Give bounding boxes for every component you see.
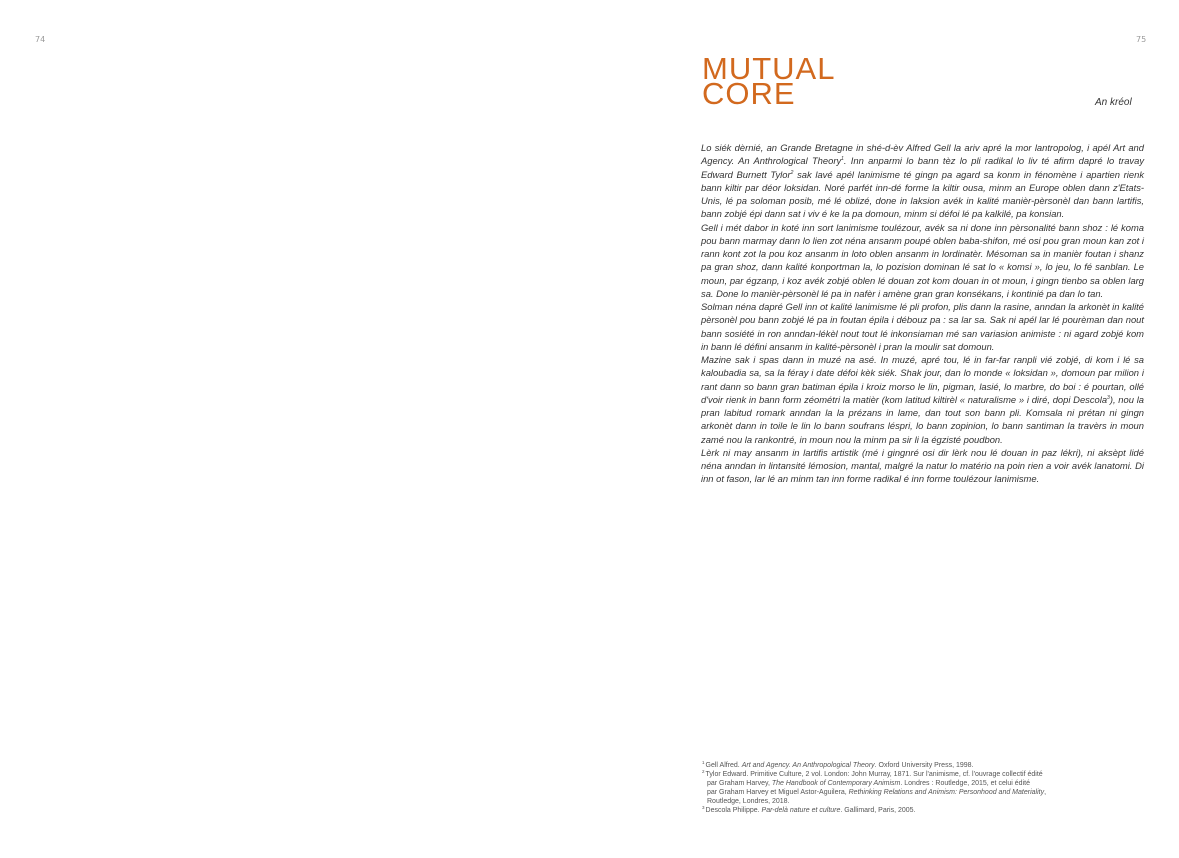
footnote-2-line-3 xyxy=(702,788,1122,797)
paragraph-4-text-b: ), nou la pran labitud romark anndan la la prézans in lame, dan tout son bann pli. Komsala ni prétan ni gingn arkonèt dann in toile le lin lo bann soufrans léspri, lo bann zopinion, lo bann santiman la travèrs in moun zamé nou la rankontré, in moun nou la minm pa sir li la égzisté poudbon. xyxy=(701,393,1145,445)
footnote-2-line-3-pre: par Graham Harvey et Miguel Astor-Aguilera, xyxy=(707,789,849,796)
footnote-2-line-1: Tylor Edward. Primitive Culture, 2 vol. London: John Murray, 1871. Sur l'animisme, cf. l'ouvrage collectif édité xyxy=(705,771,1043,778)
paragraph-1-text-b: . Inn anparmi lo bann tèz lo pli radikal lo liv té afirm dapré lo travay Edward Burnett Tylor xyxy=(701,155,1145,180)
footnote-1 xyxy=(702,761,1122,770)
title-line-2: CORE xyxy=(702,76,796,111)
footnote-2-number: 2 xyxy=(702,768,705,774)
footnote-2-line-2-rest: . Londres : Routledge, 2015, et celui édité xyxy=(900,780,1030,787)
paragraph-1-text-a: Lo siék dèrnié, an Grande Bretagne in shé-d-èv Alfred Gell la ariv apré la mor lantropolog, i apél Art and Agency. An Anthrological Theory xyxy=(701,142,1144,167)
footnote-2-line-2 xyxy=(702,779,1122,788)
footnote-3-author: Descola Philippe. xyxy=(705,807,762,814)
footnote-2-line-3-rest: , xyxy=(1044,789,1047,796)
footnote-2-line-2-pre: par Graham Harvey, xyxy=(707,780,772,787)
footnotes xyxy=(702,761,1122,815)
footnote-3 xyxy=(702,806,1122,815)
page-number-right: 75 xyxy=(1136,35,1147,44)
paragraph-3: Solman néna dapré Gell inn ot kalité lanimisme lé pli profon, plis dann la rasine, anndan la arkonèt in kalité pèrsonèl pou bann zobjé lé pa in foutan épila i débouz pa : sa lar sa. Sak ni apél lar lé pourèman dan nout bann sosiété in ron anndan-lékèl nout tout lé inkonsiaman mé san variasion animiste : ni agard zobjé kom in bann lé défini ansanm in kalité-pèrsonèl i pran la moulir sat domoun. xyxy=(701,301,1144,352)
footnote-1-number: 1 xyxy=(702,759,705,765)
paragraph-1-text-c: sak lavé apél lanimisme té gingn pa agard sa konm in fénomène i apartien rienk bann kiltir par déor loksidan. Noré parfét inn-dé forme la kiltir ousa, minm an Europe oblen dann z'Etats-Unis, lé pa soloman posib, mé lé oblizé, done in laksion avék in kalité manièr-pèrsonèl dan bann lartifis, bann zobjé épi dann sat i viv é ke la pa domoun, minm si défoi lé pa kalkilé, pa konsian. xyxy=(701,168,1145,220)
footnote-3-title: Par-delà nature et culture xyxy=(761,807,841,814)
footnote-3-number: 3 xyxy=(702,804,705,810)
paragraph-5: Lèrk ni may ansanm in lartifis artistik (mé i gingnré osi dir lèrk nou lé douan in paz lékri), ni aksèpt lidé néna anndan in lintansité lémosion, mantal, malgré la natur lo matério na poin rien a voir avék lanatomi. Di inn ot fason, lar lé an minm tan inn forme radikal é inn forme toulézour lanimisme. xyxy=(701,446,1144,485)
paragraph-2: Gell i mét dabor in koté inn sort lanimisme toulézour, avék sa ni done inn pèrsonalité bann shoz : lé koma pou bann marmay dann lo lien zot néna ansanm poupé oblen baba-shifon, mé osi pou gran moun kan zot i rann kont zot la pou koz ansanm in loto oblen ansanm in lordinatèr. Mésoman sa in manièr foutan i shanz pa gran shoz, dann kalité konportman la, lo pozision dominan lé sat lo « komsi », lo jeu, lo fé sanblan. Le moun, par égzanp, i koz avék zobjé oblen lé douan zot kom douan in ot moun, i gingn tienbo sa oblen larg sa. Done lo manièr-pèrsonèl lé pa in nafèr i amène gran gran konsékans, i kontinié pa dan lo tan. xyxy=(701,221,1144,299)
right-page xyxy=(590,0,1179,858)
language-label: An kréol xyxy=(1095,97,1132,108)
article-title xyxy=(702,51,836,111)
paragraph-4-text-a: Mazine sak i spas dann in muzé na asé. In muzé, apré tou, lé in far-far ranpli vié zobjé, di kom i lé sa kaloubadia sa, sa la féray i date défoi kèk siék. Shak jour, dan lo monde « loksidan », domoun par milion i rant dann so bann gran batiman épila i kroiz morso le lin, pigman, lasié, lo marbre, do boi : é pourtan, ollé d'voir rienk in bann form zéométri la matièr (kom latitud kiltirèl « naturalisme » i diré, dopi Descola xyxy=(701,354,1144,405)
footnote-ref-1: 1 xyxy=(841,156,844,163)
page-number-left: 74 xyxy=(35,35,46,44)
footnote-2-line-3-title: Rethinking Relations and Animism: Personhood and Materiality xyxy=(848,789,1045,796)
footnote-3-rest: . Gallimard, Paris, 2005. xyxy=(840,807,916,814)
footnote-1-rest: . Oxford University Press, 1998. xyxy=(874,762,974,769)
article-body xyxy=(701,141,1144,486)
paragraph-4 xyxy=(701,353,1144,446)
footnote-1-author: Gell Alfred. xyxy=(705,762,742,769)
paragraph-1 xyxy=(701,141,1144,221)
title-line-1: MUTUAL xyxy=(702,51,836,86)
footnote-2-line-2-title: The Handbook of Contemporary Animism xyxy=(771,780,901,787)
footnote-2-line-4: Routledge, Londres, 2018. xyxy=(707,798,790,805)
footnote-1-title: Art and Agency. An Anthropological Theory xyxy=(741,762,875,769)
footnote-2 xyxy=(702,770,1122,779)
footnote-ref-3: 3 xyxy=(1107,394,1110,401)
footnote-ref-2: 2 xyxy=(790,169,794,176)
